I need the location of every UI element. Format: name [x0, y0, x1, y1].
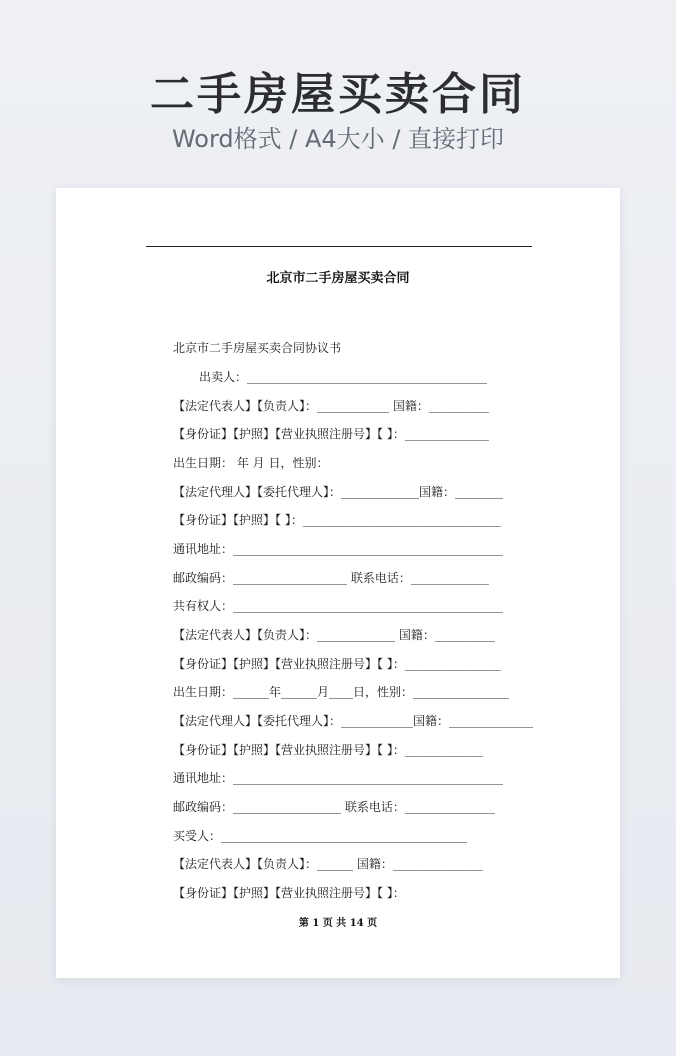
text-line: 邮政编码：___________________ 联系电话：_____________ [173, 571, 489, 585]
text-line: 通讯地址：_____________________________________________ [173, 771, 504, 785]
text-line: 【身份证】【护照】【营业执照注册号】【 】： [173, 886, 405, 900]
text-line: 【身份证】【护照】【 】：_________________________________ [173, 513, 501, 527]
text-line: 通讯地址：_____________________________________________ [173, 542, 504, 556]
banner-title: 二手房屋买卖合同 [150, 69, 526, 120]
co-owner-line: 共有权人：_____________________________________________ [173, 599, 504, 613]
text-line: 【身份证】【护照】【营业执照注册号】【 】：________________ [173, 657, 501, 671]
text-line: 出生日期： 年 月 日，性别： [173, 456, 329, 470]
text-line: 【法定代表人】【负责人】：____________ 国籍：__________ [173, 399, 489, 413]
text-line: 【法定代理人】【委托代理人】：____________国籍：______________ [173, 714, 534, 728]
text-line: 【法定代理人】【委托代理人】：_____________国籍：________ [173, 485, 504, 499]
text-line: 出生日期：______年______月____日，性别：________________ [173, 685, 510, 699]
page-footer: 第 1 页 共 14 页 [298, 918, 378, 929]
text-line: 【身份证】【护照】【营业执照注册号】【 】：______________ [173, 427, 489, 441]
text-line: 邮政编码：__________________ 联系电话：_______________ [173, 800, 495, 814]
text-line: 【法定代表人】【负责人】：______ 国籍：_______________ [173, 857, 483, 871]
text-line: 【法定代表人】【负责人】：_____________ 国籍：__________ [173, 628, 495, 642]
text-line: 【身份证】【护照】【营业执照注册号】【 】：_____________ [173, 743, 483, 757]
banner-subtitle: Word格式 / A4大小 / 直接打印 [171, 125, 505, 153]
seller-line: 出卖人：________________________________________ [199, 370, 488, 384]
document-heading: 北京市二手房屋买卖合同协议书 [173, 341, 342, 355]
header-rule [146, 246, 532, 247]
document-page [56, 188, 620, 978]
document-title: 北京市二手房屋买卖合同 [266, 271, 410, 286]
buyer-line: 买受人：_________________________________________ [173, 829, 468, 843]
